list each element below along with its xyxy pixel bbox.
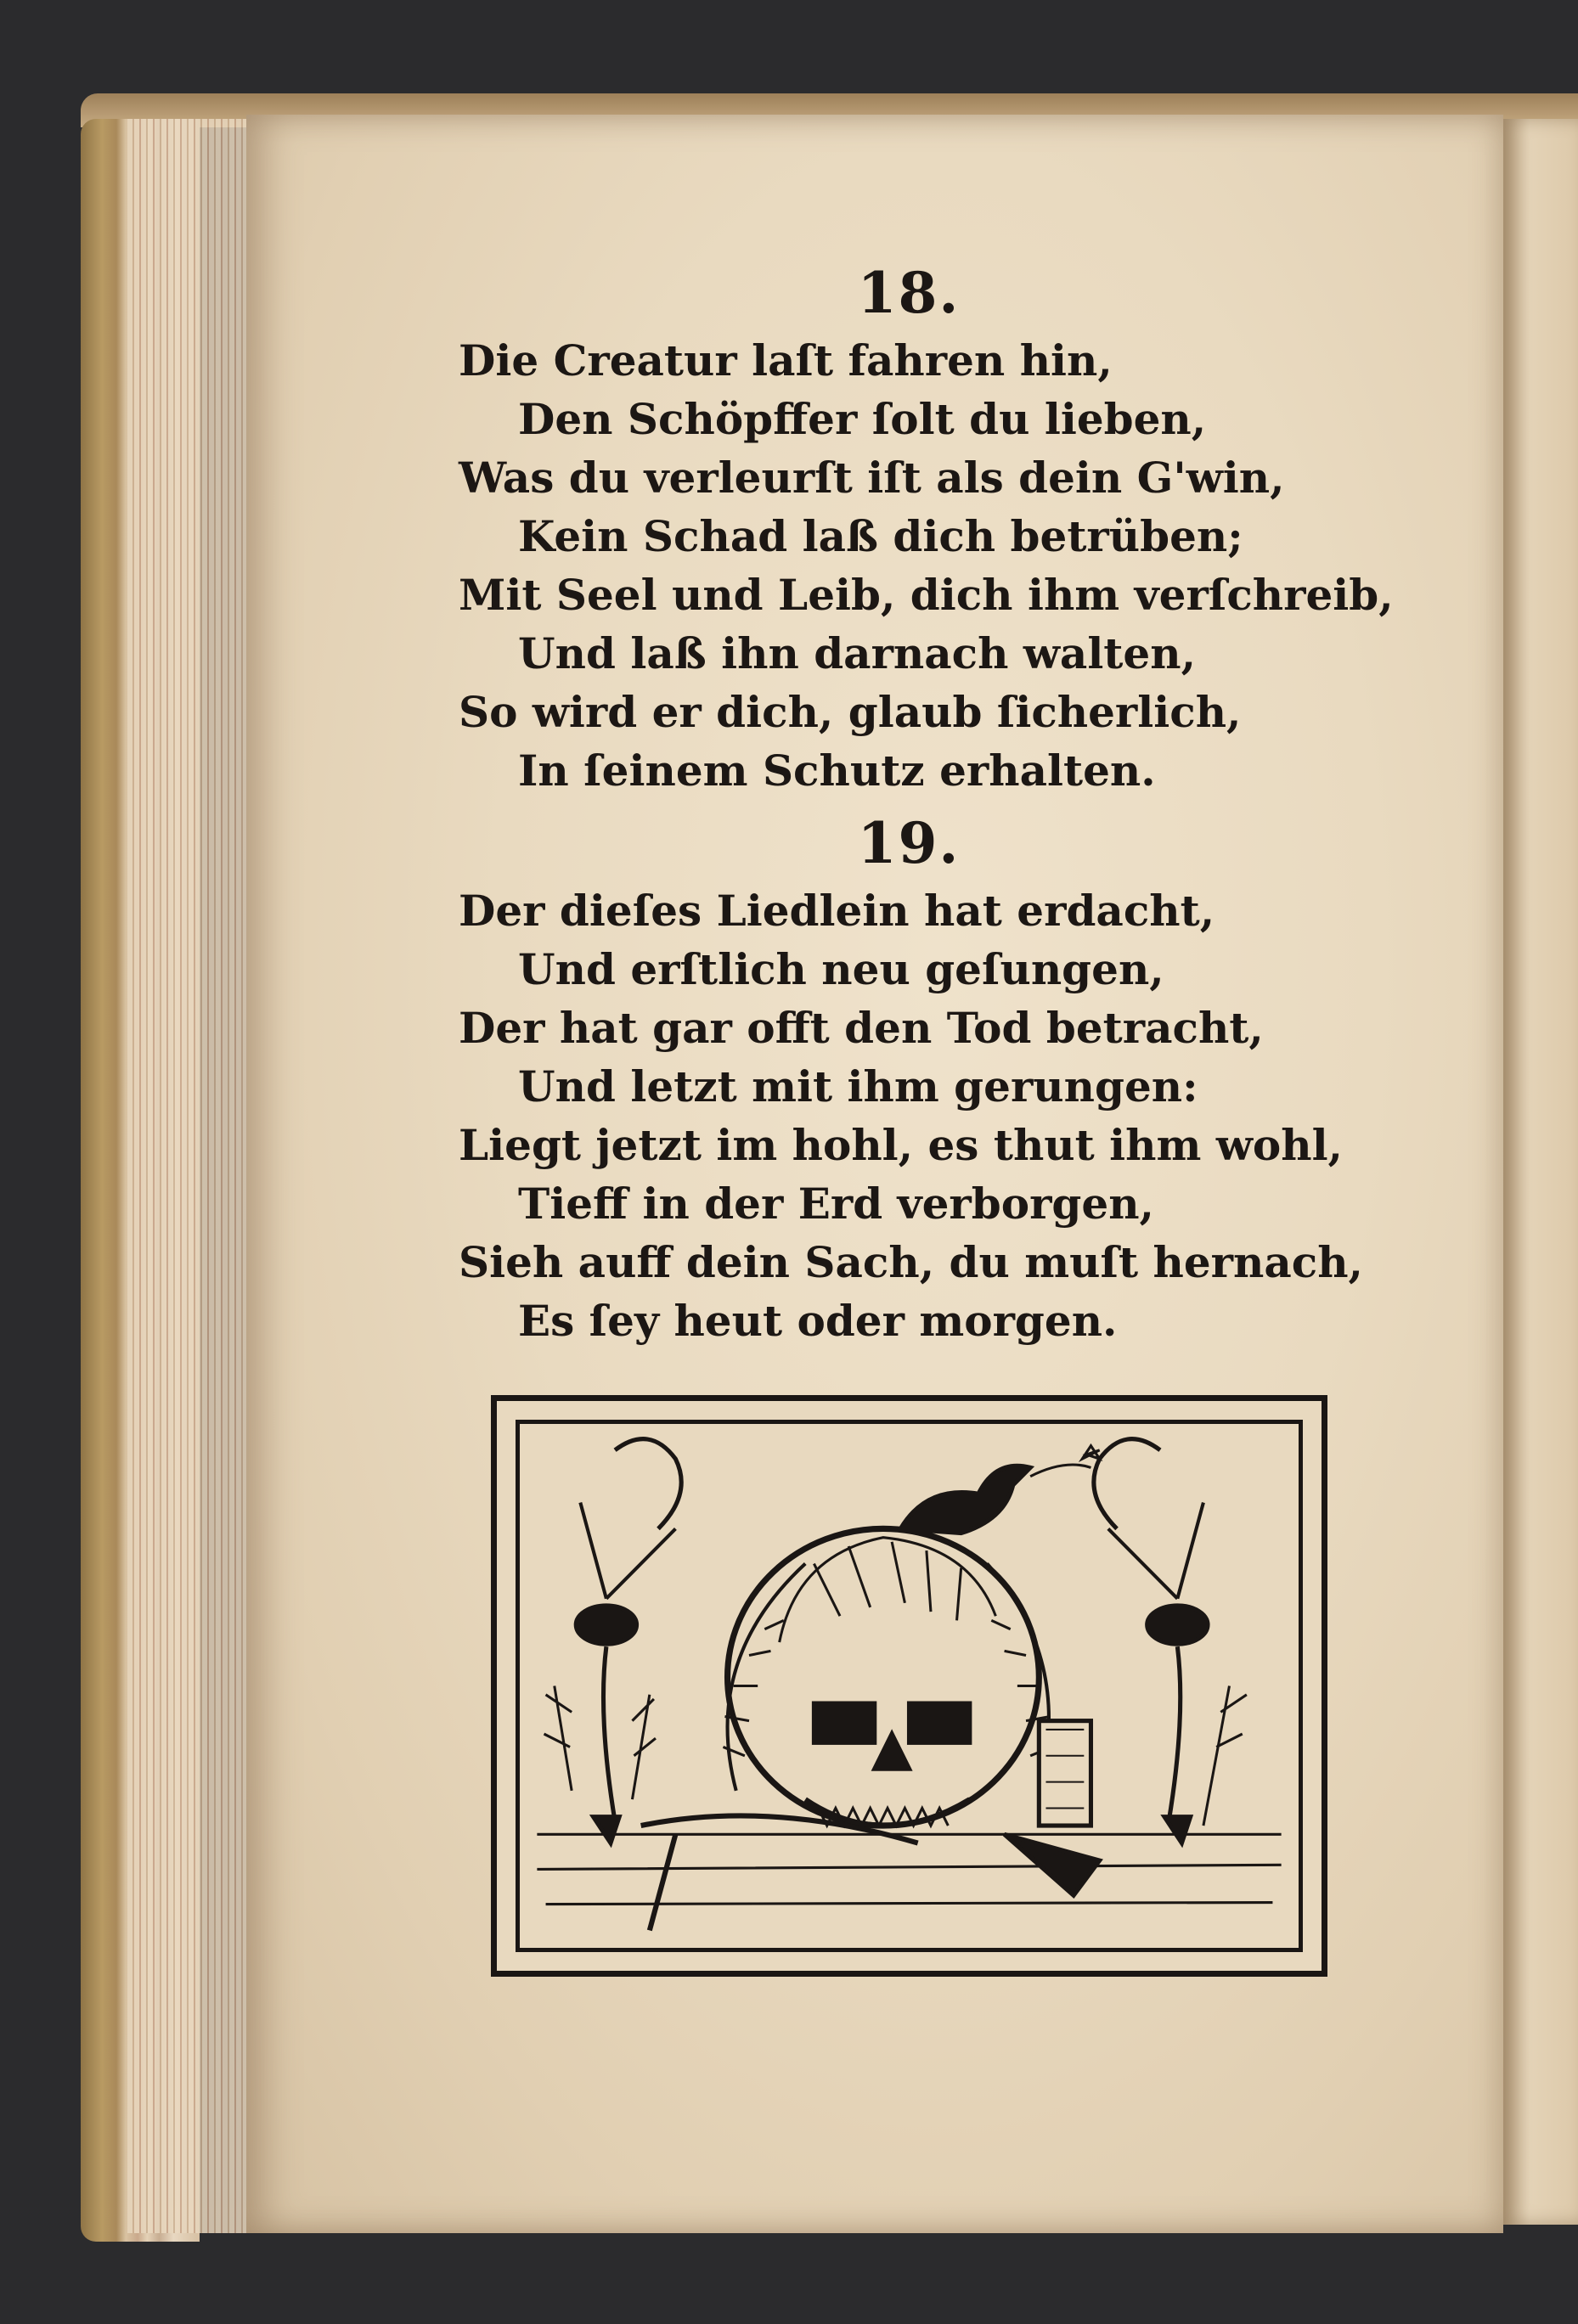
verse-line: So wird er dich, glaub ſicherlich, [459, 687, 1242, 737]
page-stack [127, 119, 263, 2233]
verse-line: Sieh auff dein Sach, du muſt hernach, [459, 1237, 1363, 1287]
verse-line: Den Schöpffer ſolt du lieben, [518, 394, 1207, 444]
stanza-number: 19. [857, 810, 961, 876]
verse-line: Mit Seel und Leib, dich ihm verſchreib, [459, 570, 1394, 620]
verse-line: Liegt jetzt im hohl, es thut ihm wohl, [459, 1120, 1343, 1170]
verse-line: Der hat gar offt den Tod betracht, [459, 1003, 1264, 1053]
facing-page-edge [1503, 119, 1578, 2225]
skull-woodcut-drawing [520, 1424, 1299, 1948]
verse-line: Tieff in der Erd verborgen, [518, 1179, 1154, 1229]
verse-line: Und laß ihn darnach walten, [518, 628, 1196, 678]
stanza-number: 18. [857, 260, 961, 326]
hymn-text [459, 255, 1393, 1350]
verse-line: Der dieſes Liedlein hat erdacht, [459, 886, 1215, 936]
verse-line: Was du verleurſt iſt als dein G'win, [459, 453, 1285, 503]
verse-line: Und erſtlich neu geſungen, [518, 944, 1164, 994]
verse-line: Die Creatur laſt fahren hin, [459, 335, 1113, 385]
verse-line: Es ſey heut oder morgen. [518, 1296, 1118, 1346]
verse-line: In ſeinem Schutz erhalten. [518, 746, 1156, 796]
verse-line: Und letzt mit ihm gerungen: [518, 1061, 1198, 1111]
skull-woodcut-illustration [491, 1395, 1327, 1977]
verse-line: Kein Schad laß dich betrüben; [518, 511, 1243, 561]
